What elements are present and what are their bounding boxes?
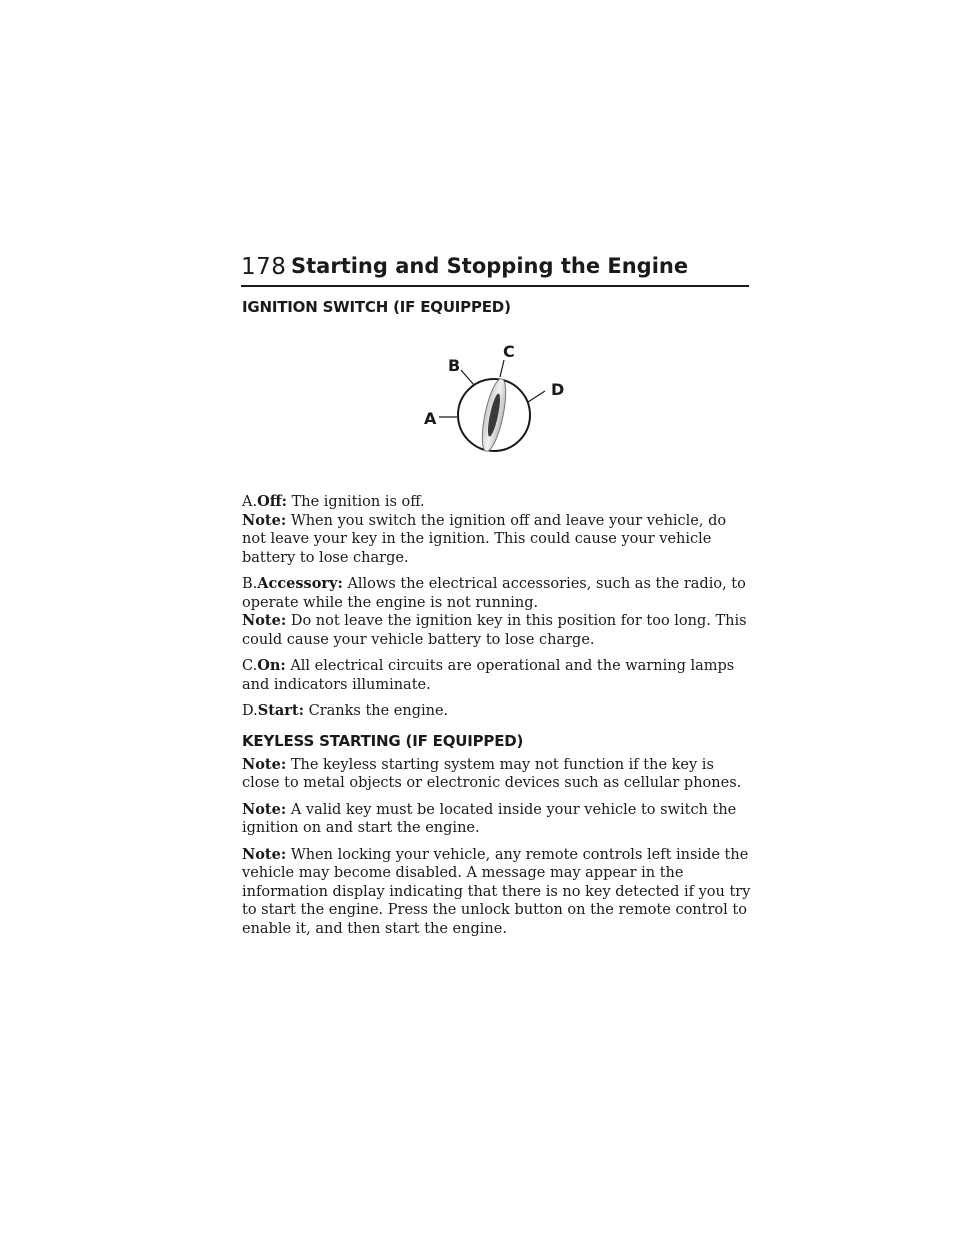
item-a-off [242,493,752,512]
chapter-title: Starting and Stopping the Engine [291,254,689,278]
note-text: When you switch the ignition off and leave your vehicle, do not leave your key in the ignition. This could cause your vehicle battery to lose charge. [242,512,727,566]
note-text: When locking your vehicle, any remote controls left inside the vehicle may become disabled. A message may appear in the information display indicating that there is no key detected if you try to start the engine. Press the unlock button on the remote control to enable it, and then start the engine. [242,846,751,937]
item-text: All electrical circuits are operational and the warning lamps and indicators illuminate. [242,658,735,693]
item-term: Off: [257,493,287,510]
figure-label-d: D [551,380,565,399]
keyless-note-2 [242,801,752,838]
note-text: The keyless starting system may not function if the key is close to metal objects or electronic devices such as cellular phones. [242,756,742,791]
item-prefix: D. [242,703,258,719]
page-content [242,297,752,938]
ignition-switch-figure [242,317,752,493]
note-term: Note: [242,755,287,773]
item-text: The ignition is off. [291,494,425,510]
item-prefix: A. [242,494,258,510]
keyless-heading: KEYLESS STARTING (IF EQUIPPED) [242,731,524,750]
item-text: Cranks the engine. [308,703,449,719]
item-text: Allows the electrical accessories, such as the radio, to operate while the engine is not running. [242,576,746,611]
figure-label-a: A [424,409,437,428]
figure-label-b: B [448,356,461,375]
note-term: Note: [242,612,287,629]
item-term: Accessory: [257,575,343,592]
page-header [241,255,749,287]
page-number: 178 [241,254,287,280]
item-b-accessory [242,575,752,612]
note-accessory [242,612,752,649]
note-text: Do not leave the ignition key in this position for too long. This could cause your vehicle battery to lose charge. [242,613,747,648]
item-c-on [242,657,752,694]
note-off [242,512,752,568]
note-text: A valid key must be located inside your vehicle to switch the ignition on and start the engine. [242,801,737,836]
ignition-heading: IGNITION SWITCH (IF EQUIPPED) [242,298,511,316]
item-prefix: B. [242,576,258,592]
note-term: Note: [242,511,287,529]
note-term: Note: [242,800,287,818]
note-term: Note: [242,845,287,863]
figure-label-c: C [503,342,515,361]
item-term: Start: [257,702,304,719]
item-d-start [242,702,752,721]
keyless-note-3 [242,846,752,939]
keyless-note-1 [242,756,752,793]
item-term: On: [257,657,286,674]
ignition-switch-icon [242,317,752,493]
item-prefix: C. [242,658,258,674]
